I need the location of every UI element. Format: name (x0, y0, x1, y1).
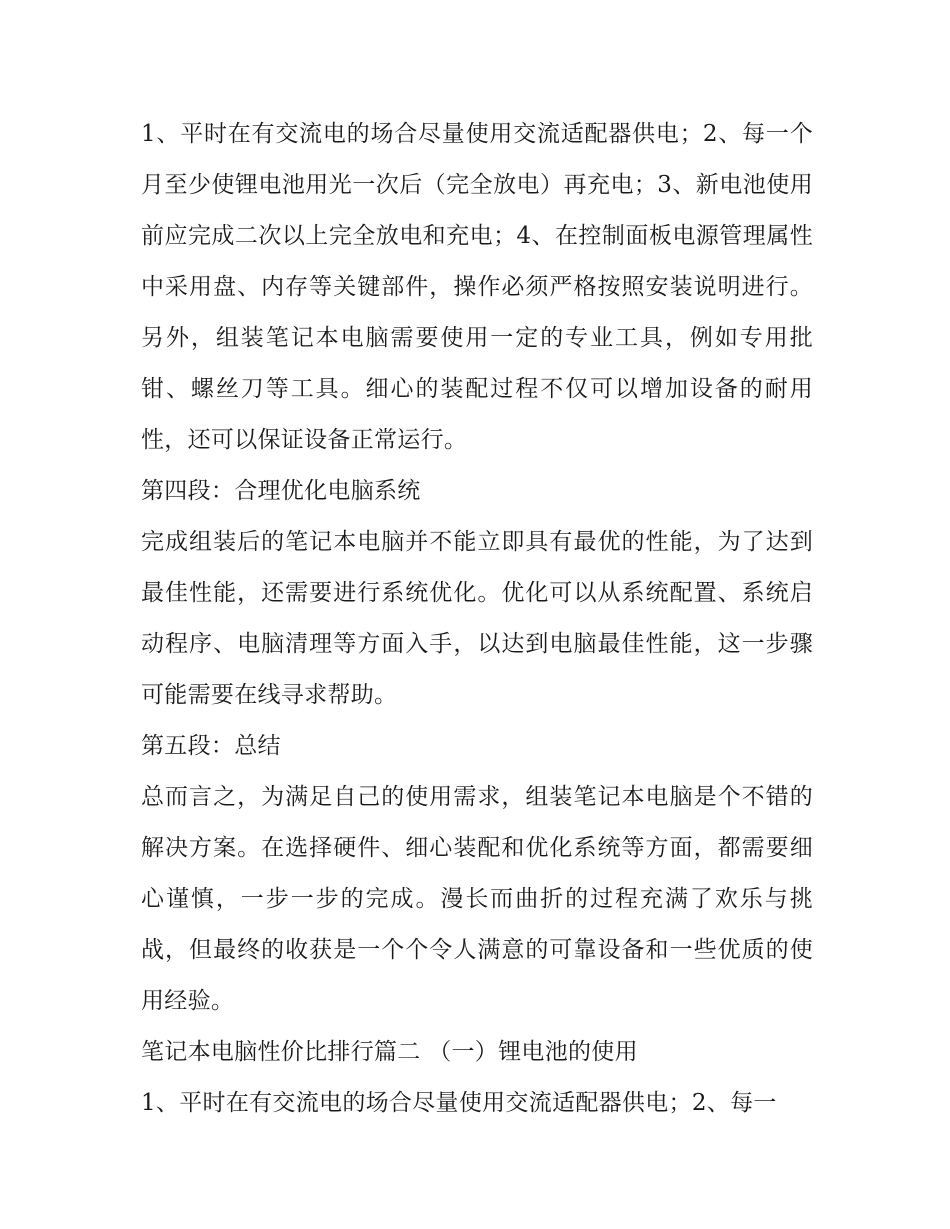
body-paragraph: 总而言之，为满足自己的使用需求，组装笔记本电脑是个不错的解决方案。在选择硬件、细心装配和优化系统等方面，都需要细心谨慎，一步一步的完成。漫长而曲折的过程充满了欢乐与挑战，但最终的收获是一个个令人满意的可靠设备和一些优质的使用经验。 (141, 784, 813, 1014)
body-paragraph: 完成组装后的笔记本电脑并不能立即具有最优的性能，为了达到最佳性能，还需要进行系统优化。优化可以从系统配置、系统启动程序、电脑清理等方面入手，以达到电脑最佳性能，这一步骤可能需要在线寻求帮助。 (141, 529, 813, 708)
body-paragraph: 1、平时在有交流电的场合尽量使用交流适配器供电；2、每一 (141, 1090, 777, 1116)
body-paragraph: 1、平时在有交流电的场合尽量使用交流适配器供电；2、每一个月至少使锂电池用光一次后（完全放电）再充电；3、新电池使用前应完成二次以上完全放电和充电；4、在控制面板电源管理属性中采用盘、内存等关键部件，操作必须严格按照安装说明进行。另外，组装笔记本电脑需要使用一定的专业工具，例如专用批钳、螺丝刀等工具。细心的装配过程不仅可以增加设备的耐用性，还可以保证设备正常运行。 (141, 121, 813, 453)
document-page (141, 109, 813, 1129)
section-heading: 第四段：合理优化电脑系统 (141, 478, 421, 504)
section-heading: 笔记本电脑性价比排行篇二 （一）锂电池的使用 (141, 1039, 638, 1065)
section-heading: 第五段：总结 (141, 733, 281, 759)
